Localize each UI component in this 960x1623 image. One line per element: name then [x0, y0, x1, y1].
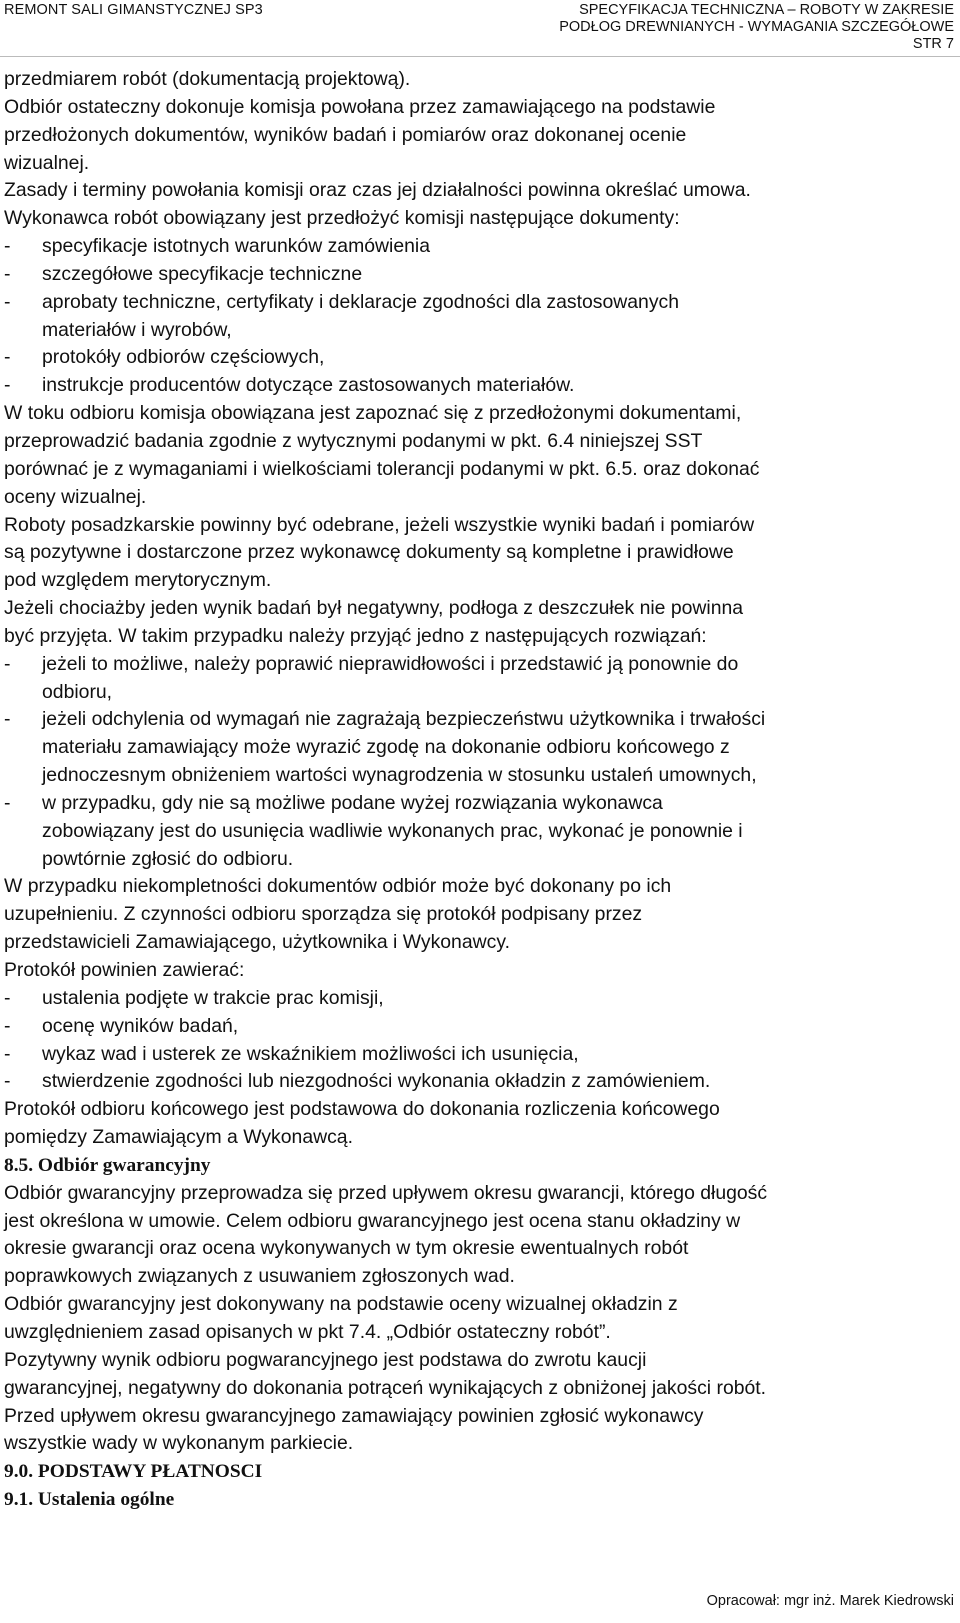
- text-line: wszystkie wady w wykonanym parkiecie.: [4, 1432, 354, 1455]
- text-line: przedstawicieli Zamawiającego, użytkownika i Wykonawcy.: [4, 931, 510, 954]
- text-line: wizualnej.: [4, 151, 90, 174]
- header-divider: [0, 56, 960, 57]
- text-line: Jeżeli chociażby jeden wynik badań był negatywny, podłoga z deszczułek nie powinna: [4, 597, 744, 620]
- text-line: są pozytywne i dostarczone przez wykonawcę dokumenty są kompletne i prawidłowe: [4, 541, 734, 564]
- text-line: W przypadku niekompletności dokumentów odbiór może być dokonany po ich: [4, 875, 672, 898]
- text-line: przedmiarem robót (dokumentacją projektową).: [4, 68, 411, 90]
- text-line: oceny wizualnej.: [4, 485, 147, 508]
- text-line: Przed upływem okresu gwarancyjnego zamawiający powinien zgłosić wykonawcy: [4, 1404, 704, 1427]
- text-line: Odbiór ostateczny dokonuje komisja powołana przez zamawiającego na podstawie: [4, 95, 716, 118]
- text-line: Protokół powinien zawierać:: [4, 959, 245, 981]
- list-item: - w przypadku, gdy nie są możliwe podane wyżej rozwiązania wykonawca: [4, 791, 663, 814]
- list-item: - ustalenia podjęte w trakcie prac komisji,: [4, 986, 384, 1009]
- text-line: przedłożonych dokumentów, wyników badań i pomiarów oraz dokonanej ocenie: [4, 123, 687, 146]
- text-line: Wykonawca robót obowiązany jest przedłożyć komisji następujące dokumenty:: [4, 207, 680, 230]
- list-item: - jeżeli to możliwe, należy poprawić nieprawidłowości i przedstawić ją ponownie do: [4, 652, 739, 675]
- text-line: poprawkowych związanych z usuwaniem zgłoszonych wad.: [4, 1265, 515, 1288]
- text-line: Pozytywny wynik odbioru pogwarancyjnego jest podstawa do zwrotu kaucji: [4, 1348, 647, 1371]
- text-line: Odbiór gwarancyjny jest dokonywany na podstawie oceny wizualnej okładzin z: [4, 1293, 678, 1316]
- list-item: - jeżeli odchylenia od wymagań nie zagrażają bezpieczeństwu użytkownika i trwałości: [4, 708, 766, 731]
- list-item-continuation: jednoczesnym obniżeniem wartości wynagrodzenia w stosunku ustaleń umownych,: [42, 764, 757, 787]
- list-item-continuation: odbioru,: [42, 680, 113, 703]
- section-heading: 9.0. PODSTAWY PŁATNOSCI: [4, 1461, 263, 1483]
- list-item: - protokóły odbiorów częściowych,: [4, 346, 325, 369]
- list-item-continuation: materiałów i wyrobów,: [42, 318, 232, 341]
- list-item-continuation: powtórnie zgłosić do odbioru.: [42, 847, 294, 870]
- text-line: uzupełnieniu. Z czynności odbioru sporządza się protokół podpisany przez: [4, 903, 643, 926]
- text-line: Protokół odbioru końcowego jest podstawowa do dokonania rozliczenia końcowego: [4, 1098, 720, 1121]
- header-spec-line-1: SPECYFIKACJA TECHNICZNA – ROBOTY W ZAKRESIE: [579, 2, 954, 18]
- section-heading: 8.5. Odbiór gwarancyjny: [4, 1154, 211, 1176]
- page-footer-author: Opracował: mgr inż. Marek Kiedrowski: [706, 1593, 954, 1609]
- text-line: okresie gwarancji oraz ocena wykonywanych w tym okresie ewentualnych robót: [4, 1237, 689, 1260]
- document-body: [4, 66, 956, 1514]
- list-item: - instrukcje producentów dotyczące zastosowanych materiałów.: [4, 374, 575, 397]
- text-line: być przyjęta. W takim przypadku należy przyjąć jedno z następujących rozwiązań:: [4, 624, 707, 647]
- list-item: - ocenę wyników badań,: [4, 1014, 239, 1037]
- text-line: przeprowadzić badania zgodnie z wytycznymi podanymi w pkt. 6.4 niniejszej SST: [4, 429, 703, 452]
- list-item: - specyfikacje istotnych warunków zamówienia: [4, 235, 430, 258]
- list-item-continuation: materiału zamawiający może wyrazić zgodę na dokonanie odbioru końcowego z: [42, 736, 730, 759]
- text-line: jest określona w umowie. Celem odbioru gwarancyjnego jest ocena stanu okładziny w: [4, 1209, 741, 1232]
- subsection-heading: 9.1. Ustalenia ogólne: [4, 1489, 175, 1511]
- list-item: - wykaz wad i usterek ze wskaźnikiem możliwości ich usunięcia,: [4, 1042, 579, 1065]
- list-item: - aprobaty techniczne, certyfikaty i deklaracje zgodności dla zastosowanych: [4, 290, 679, 313]
- header-spec-line-2: PODŁOG DREWNIANYCH - WYMAGANIA SZCZEGÓŁOWE: [559, 19, 954, 35]
- text-line: pomiędzy Zamawiającym a Wykonawcą.: [4, 1126, 353, 1149]
- header-page-number: STR 7: [912, 36, 954, 52]
- list-item: - szczegółowe specyfikacje techniczne: [4, 262, 363, 285]
- header-project-title: REMONT SALI GIMANSTYCZNEJ SP3: [4, 2, 263, 18]
- text-line: W toku odbioru komisja obowiązana jest zapoznać się z przedłożonymi dokumentami,: [4, 402, 742, 425]
- text-line: Odbiór gwarancyjny przeprowadza się przed upływem okresu gwarancji, którego długość: [4, 1181, 768, 1204]
- page-header: [0, 0, 960, 62]
- list-item-continuation: zobowiązany jest do usunięcia wadliwie wykonanych prac, wykonać je ponownie i: [42, 819, 743, 842]
- list-item: - stwierdzenie zgodności lub niezgodności wykonania okładzin z zamówieniem.: [4, 1070, 711, 1093]
- text-line: gwarancyjnej, negatywny do dokonania potrąceń wynikających z obniżonej jakości robót.: [4, 1376, 767, 1399]
- text-line: Roboty posadzkarskie powinny być odebrane, jeżeli wszystkie wyniki badań i pomiarów: [4, 513, 755, 536]
- text-line: Zasady i terminy powołania komisji oraz czas jej działalności powinna określać umowa.: [4, 179, 751, 202]
- text-line: pod względem merytorycznym.: [4, 569, 272, 592]
- header-spec-title: [559, 2, 954, 53]
- text-line: porównać je z wymaganiami i wielkościami tolerancji podanymi w pkt. 6.5. oraz dokonać: [4, 457, 760, 480]
- text-line: uwzględnieniem zasad opisanych w pkt 7.4. „Odbiór ostateczny robót”.: [4, 1320, 611, 1343]
